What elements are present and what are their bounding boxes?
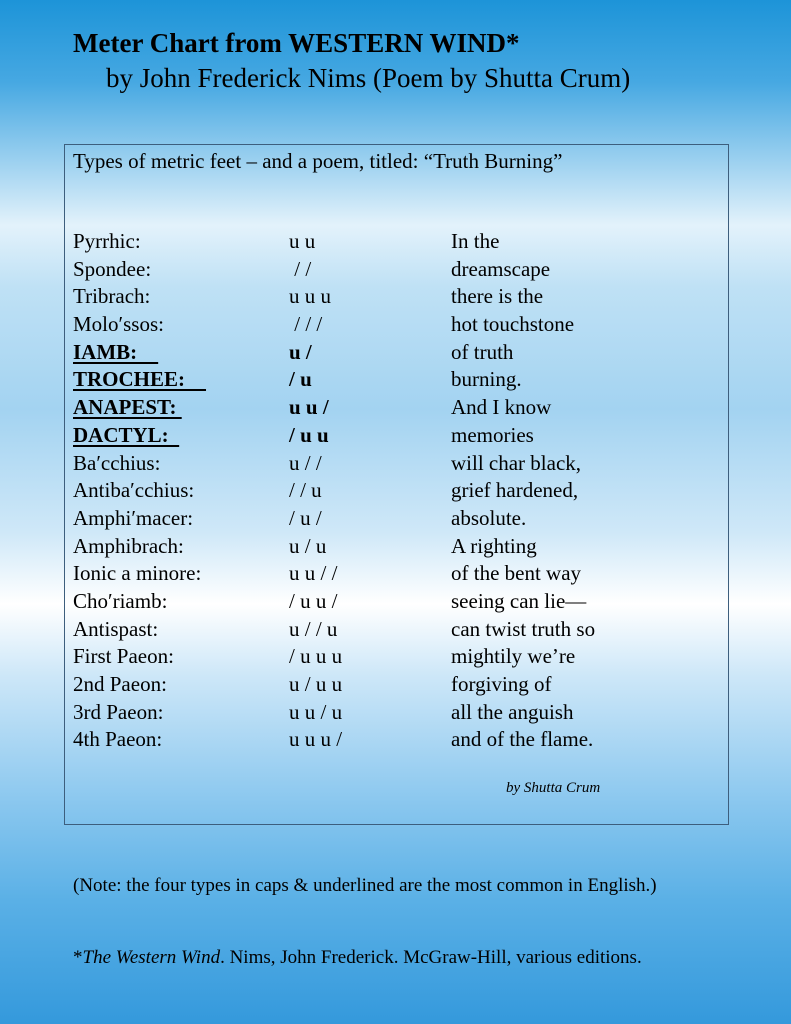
chart-intro: Types of metric feet – and a poem, titled: “Truth Burning” xyxy=(73,149,563,173)
meter-chart-box xyxy=(64,144,729,825)
poem-line: And I know xyxy=(451,395,552,420)
meter-row xyxy=(73,671,713,699)
foot-name: Ba′cchius: xyxy=(73,450,161,475)
citation-details: . Nims, John Frederick. McGraw-Hill, various editions. xyxy=(220,947,642,968)
poem-line: can twist truth so xyxy=(451,616,596,641)
poem-line: mightily we’re xyxy=(451,644,576,669)
foot-name: 2nd Paeon: xyxy=(73,672,167,696)
foot-name: Spondee: xyxy=(73,256,152,281)
foot-pattern: / u u / xyxy=(289,588,338,613)
foot-pattern: / / u xyxy=(289,478,322,503)
foot-name: Ionic a minore: xyxy=(73,561,202,586)
footnote-common-types: (Note: the four types in caps & underlined are the most common in English.) xyxy=(73,875,657,896)
poem-line: seeing can lie— xyxy=(451,588,587,613)
meter-row xyxy=(73,394,713,422)
foot-pattern: u / / xyxy=(289,450,322,475)
foot-pattern: u u u / xyxy=(289,727,343,752)
foot-name: Amphibrach: xyxy=(73,533,184,558)
poem-line: absolute. xyxy=(451,505,527,530)
foot-pattern: u u / u xyxy=(289,699,343,724)
meter-row xyxy=(73,422,713,450)
poem-line: all the anguish xyxy=(451,699,574,724)
foot-name: 3rd Paeon: xyxy=(73,699,164,724)
page-subtitle: by John Frederick Nims (Poem by Shutta Crum) xyxy=(106,63,631,93)
foot-name: TROCHEE: xyxy=(73,367,207,392)
foot-name: Cho′riamb: xyxy=(73,588,168,613)
citation-marker: * xyxy=(73,947,83,968)
foot-name: Tribrach: xyxy=(73,284,151,309)
foot-name: Amphi′macer: xyxy=(73,505,194,530)
meter-row xyxy=(73,616,713,644)
meter-row xyxy=(73,283,713,311)
foot-pattern: / / xyxy=(289,256,312,281)
foot-name: Molo′ssos: xyxy=(73,312,164,337)
foot-pattern: u u u xyxy=(289,284,331,309)
poem-line: and of the flame. xyxy=(451,727,594,752)
foot-pattern: u / u xyxy=(289,533,327,558)
meter-row xyxy=(73,699,713,727)
foot-name: Antispast: xyxy=(73,616,159,641)
meter-row xyxy=(73,726,713,754)
citation-title: The Western Wind xyxy=(82,947,221,968)
meter-row xyxy=(73,228,713,256)
meter-row xyxy=(73,339,713,367)
foot-pattern: u / / u xyxy=(289,616,338,641)
foot-pattern: u u xyxy=(289,229,316,253)
poem-line: grief hardened, xyxy=(451,478,579,503)
meter-row xyxy=(73,256,713,284)
foot-name: Antiba′cchius: xyxy=(73,478,195,503)
poem-line: A righting xyxy=(451,533,537,558)
foot-pattern: u / xyxy=(289,339,312,364)
poem-line: burning. xyxy=(451,367,522,392)
poem-line: there is the xyxy=(451,284,544,309)
foot-name: 4th Paeon: xyxy=(73,727,163,752)
meter-row xyxy=(73,643,713,671)
poem-line: memories xyxy=(451,422,534,447)
foot-pattern: / u u u xyxy=(289,644,343,669)
meter-row xyxy=(73,450,713,478)
foot-name: IAMB: xyxy=(73,339,159,364)
meter-row xyxy=(73,533,713,561)
poem-line: forgiving of xyxy=(451,672,552,696)
meter-row xyxy=(73,477,713,505)
foot-name: ANAPEST: xyxy=(73,395,182,420)
poem-byline: by Shutta Crum xyxy=(506,780,601,796)
foot-pattern: / u / xyxy=(289,505,322,530)
meter-chart-rows xyxy=(73,228,713,754)
foot-pattern: u / u u xyxy=(289,672,343,696)
foot-pattern: u u / / xyxy=(289,561,338,586)
meter-row xyxy=(73,588,713,616)
meter-row xyxy=(73,311,713,339)
poem-line: of truth xyxy=(451,339,514,364)
foot-pattern: / / / xyxy=(289,312,323,337)
poem-line: hot touchstone xyxy=(451,312,575,337)
poem-line: dreamscape xyxy=(451,256,551,281)
foot-pattern: u u / xyxy=(289,395,329,420)
poem-line: will char black, xyxy=(451,450,582,475)
foot-pattern: / u u xyxy=(289,422,329,447)
meter-row xyxy=(73,366,713,394)
foot-name: First Paeon: xyxy=(73,644,174,669)
poem-line: In the xyxy=(451,229,500,253)
page-title: Meter Chart from WESTERN WIND* xyxy=(73,28,520,58)
foot-name: DACTYL: xyxy=(73,422,180,447)
foot-pattern: / u xyxy=(289,367,312,392)
meter-row xyxy=(73,560,713,588)
poem-line: of the bent way xyxy=(451,561,582,586)
foot-name: Pyrrhic: xyxy=(73,229,141,253)
meter-row xyxy=(73,505,713,533)
citation xyxy=(73,947,642,969)
